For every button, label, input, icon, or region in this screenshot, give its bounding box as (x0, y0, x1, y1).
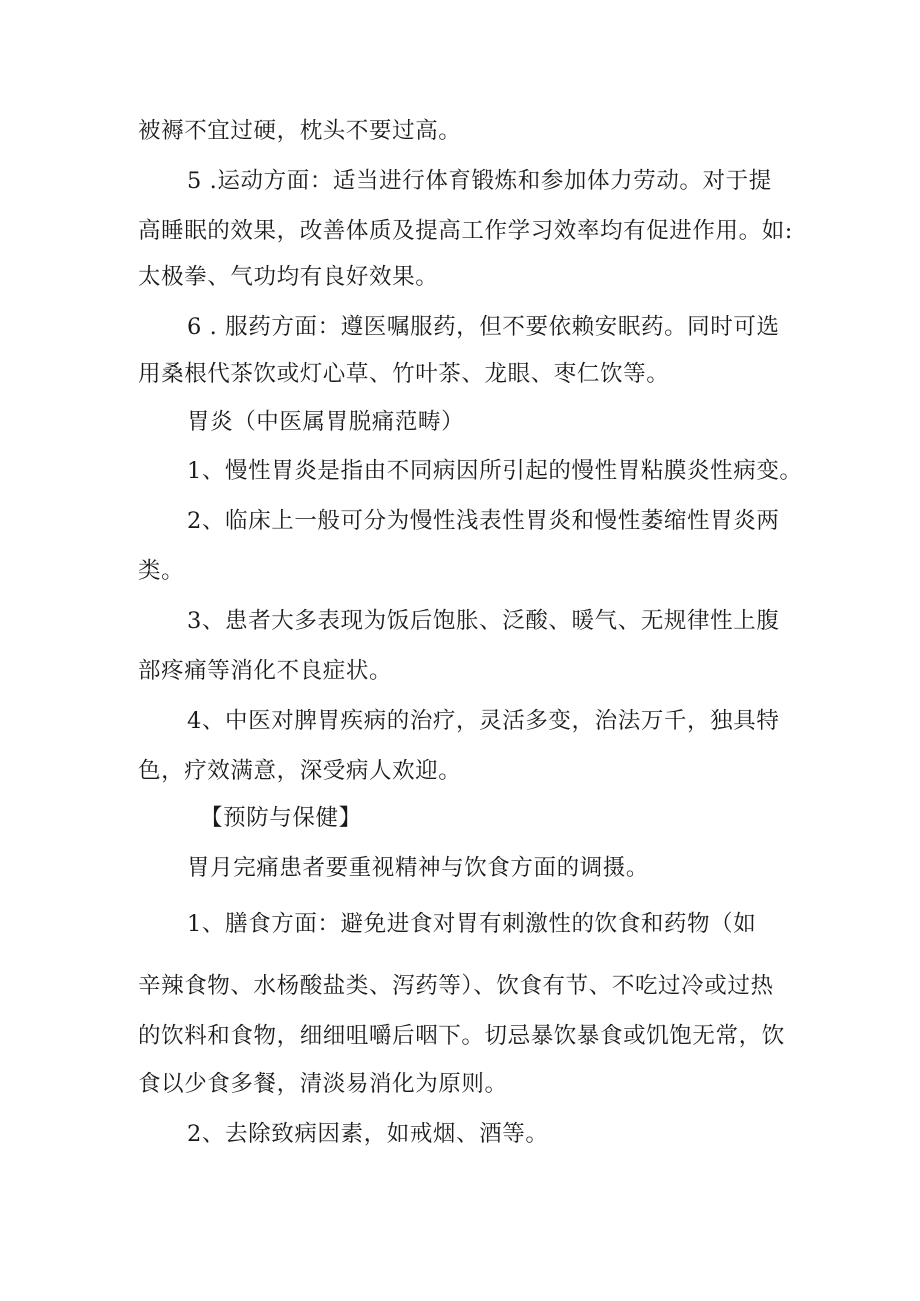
text-line-gastritis-3-cont: 部疼痛等消化不良症状。 (138, 658, 393, 684)
text-line-prevention-1-cont-3: 食以少食多餐，清淡易消化为原则。 (138, 1071, 508, 1097)
text-line-item-6-medication: 6 . 服药方面：遵医嘱服药，但不要依赖安眠药。同时可选 (187, 314, 780, 340)
section-heading-gastritis: 胃炎（中医属胃脱痛范畴） (187, 409, 465, 435)
text-line-gastritis-2-cont: 类。 (138, 558, 185, 584)
text-line-prevention-intro: 胃月完痛患者要重视精神与饮食方面的调摄。 (187, 855, 650, 881)
text-line-gastritis-4-cont: 色，疗效满意，深受病人欢迎。 (138, 758, 462, 784)
text-line-prevention-1-cont-2: 的饮料和食物，细细咀嚼后咽下。切忌暴饮暴食或饥饱无常，饮 (138, 1023, 785, 1049)
text-line-prevention-1-cont-1: 辛辣食物、水杨酸盐类、泻药等）、饮食有节、不吃过冷或过热 (138, 973, 774, 999)
text-line-item-6-cont: 用桑根代茶饮或灯心草、竹叶茶、龙眼、枣仁饮等。 (138, 361, 670, 387)
text-line-sleep-bedding: 被褥不宜过硬，枕头不要过高。 (138, 118, 462, 144)
text-line-gastritis-1: 1、慢性胃炎是指由不同病因所引起的慢性胃粘膜炎性病变。 (187, 458, 803, 484)
text-line-gastritis-2: 2、临床上一般可分为慢性浅表性胃炎和慢性萎缩性胃炎两 (187, 508, 780, 534)
text-line-item-5-exercise: 5 .运动方面：适当进行体育锻炼和参加体力劳动。对于提 (187, 168, 772, 194)
section-heading-prevention: 【预防与保健】 (200, 805, 362, 831)
text-line-gastritis-4: 4、中医对脾胃疾病的治疗，灵活多变，治法万千，独具特 (187, 708, 780, 734)
text-line-gastritis-3: 3、患者大多表现为饭后饱胀、泛酸、暖气、无规律性上腹 (187, 608, 780, 634)
text-line-prevention-1: 1、膳食方面：避免进食对胃有刺激性的饮食和药物（如 (187, 911, 757, 937)
text-line-item-5-cont-2: 太极拳、气功均有良好效果。 (138, 264, 439, 290)
text-line-item-5-cont-1: 高睡眠的效果，改善体质及提高工作学习效率均有促进作用。如: (138, 218, 793, 244)
text-line-prevention-2: 2、去除致病因素，如戒烟、酒等。 (187, 1121, 549, 1147)
